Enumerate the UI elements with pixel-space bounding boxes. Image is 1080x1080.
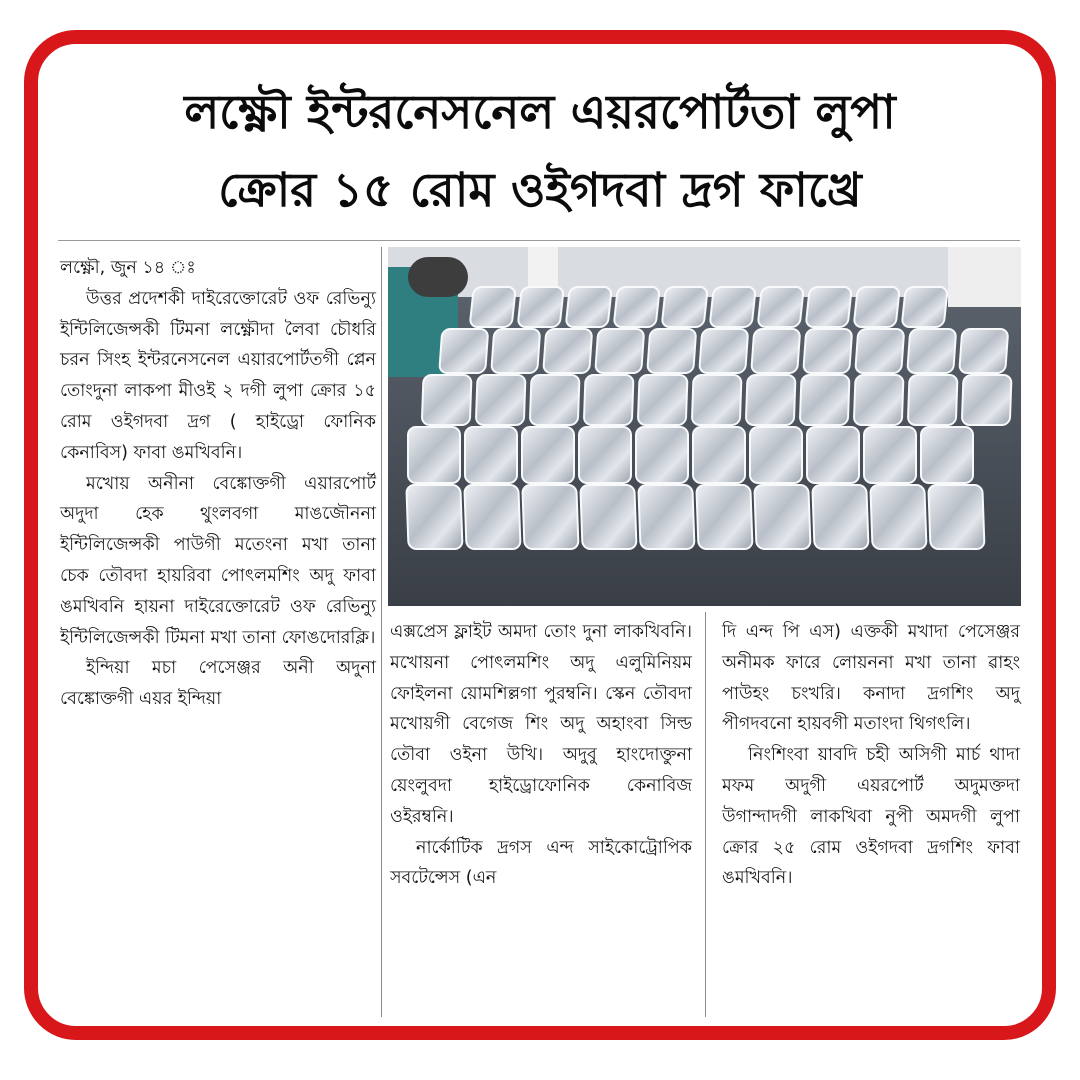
foil-packet	[902, 287, 948, 327]
foil-packet	[746, 375, 796, 425]
foil-packet	[543, 329, 592, 373]
column-divider	[381, 247, 382, 1017]
foil-packet	[522, 427, 574, 483]
foil-packet	[584, 375, 634, 425]
foil-packet	[807, 427, 859, 483]
foil-packet	[812, 485, 868, 549]
dateline: লক্ষ্ণৌ, জুন ১৪ ঃ	[60, 258, 196, 278]
foil-packet	[406, 485, 462, 549]
paragraph: মখোয় অনীনা বেঙ্কোক্তগী এয়ারপোর্ট অদুদা হেক থুংলবগা মাঙজৌননা ইন্টিলিজেন্সকী পাউগী মতেংনা মখা তানা চেক তৌবদা হায়রিবা পোৎলমশিং অদু ফাবা ঙমখিবনি হায়না দাইরেক্তোরেট ওফ রেভিন্যু ইন্টিলিজেন্সকী টিমনা মখা তানা ফোঙদোরক্লি।	[60, 473, 376, 648]
foil-packet	[962, 375, 1012, 425]
headline-line-1: লক্ষ্ণৌ ইন্টরনেসনেল এয়রপোর্টতা লুপা	[184, 85, 896, 140]
paragraph: ইন্দিয়া মচা পেসেঞ্জর অনী অদুনা বেঙ্কোক্তগী এয়র ইন্দিয়া	[60, 658, 376, 710]
foil-packet	[855, 329, 904, 373]
headline-line-2: ক্রোর ১৫ রোম ওইগদবা দ্রগ ফাখ্রে	[218, 163, 862, 218]
foil-packet	[699, 329, 748, 373]
foil-packet	[464, 485, 520, 549]
foil-packet	[422, 375, 472, 425]
foil-packet	[959, 329, 1008, 373]
paragraph: উত্তর প্রদেশকী দাইরেক্তোরেট ওফ রেভিন্যু ইন্টিলিজেন্সকী টিমনা লক্ষ্ণৌদা লৈবা চৌধরি চরন সিংহ ইন্টরনেসনেল এয়ারপোর্টতগী প্লেন তোংদুনা লাকপা মীওই ২ দগী লুপা ক্রোর ১৫ রোম ওইগদবা দ্রগ ( হাইড্রো ফোনিক কেনাবিস) ফাবা ঙমখিবনি।	[60, 288, 376, 463]
foil-packet	[638, 485, 694, 549]
foil-packet	[928, 485, 984, 549]
foil-packet	[491, 329, 540, 373]
column-divider	[705, 612, 706, 1017]
paragraph: এক্সপ্রেস ফ্লাইট অমদা তোং দুনা লাকখিবনি। মখোয়না পোৎলমশিং অদু এলুমিনিয়ম ফোইলনা য়োমশিল্লগা পুরম্বনি। স্কেন তৌবদা মখোয়গী বেগেজ শিং অদু অহাংবা সিল্ড তৌবা ওইনা উখি। অদুবু হাংদোক্তুনা য়েংলুবদা হাইড্রোফোনিক কেনাবিজ ওইরম্বনি।	[390, 622, 692, 827]
foil-packet	[806, 287, 852, 327]
foil-packet	[854, 375, 904, 425]
foil-packet	[470, 287, 516, 327]
foil-packet	[751, 329, 800, 373]
paragraph: নিংশিংবা য়াবদি চহী অসিগী মার্চ থাদা মফম অদুগী এয়রপোর্ট অদুমক্তদা উগান্দাদগী লাকখিবা নুপী অমদগী লুপা ক্রোর ২৫ রোম ওইগদবা দ্রগশিং ফাবা ঙমখিবনি।	[722, 745, 1020, 889]
foil-packet	[710, 287, 756, 327]
foil-packet	[907, 329, 956, 373]
foil-packet	[580, 485, 636, 549]
foil-packet	[530, 375, 580, 425]
foil-packet	[921, 427, 973, 483]
foil-packet	[476, 375, 526, 425]
foil-packet	[662, 287, 708, 327]
foil-packet	[595, 329, 644, 373]
foil-packet	[638, 375, 688, 425]
foil-packet	[908, 375, 958, 425]
paragraph: দি এন্দ পি এস) এক্তকী মখাদা পেসেঞ্জর অনীমক ফারে লোয়ননা মখা তানা ৱাহং পাউহং চংখরি। কনাদা দ্রগশিং অদু পীগদবনো হায়বগী মতাংদা থিগৎলি।	[722, 622, 1020, 735]
foil-packet	[465, 427, 517, 483]
foil-packet	[647, 329, 696, 373]
foil-packet	[864, 427, 916, 483]
foil-packet	[750, 427, 802, 483]
article-column-2	[390, 617, 692, 894]
foil-packet	[854, 287, 900, 327]
foil-packet	[614, 287, 660, 327]
article-column-3	[722, 617, 1020, 894]
foil-packet	[803, 329, 852, 373]
foil-packet	[636, 427, 688, 483]
foil-packet	[800, 375, 850, 425]
foil-packet	[693, 427, 745, 483]
foil-packet	[522, 485, 578, 549]
foil-packet	[566, 287, 612, 327]
seized-drug-packets-photo	[388, 247, 1021, 606]
article-column-1	[60, 253, 376, 715]
foil-packet	[439, 329, 488, 373]
foil-packet	[758, 287, 804, 327]
foil-packet	[870, 485, 926, 549]
foil-packet	[692, 375, 742, 425]
headline	[60, 74, 1020, 230]
foil-packet	[408, 427, 460, 483]
foil-packet	[696, 485, 752, 549]
foil-packet	[579, 427, 631, 483]
headline-divider	[58, 240, 1020, 241]
foil-packet	[518, 287, 564, 327]
foil-packet	[754, 485, 810, 549]
paragraph: নার্কোটিক দ্রগস এন্দ সাইকোট্রোপিক সবটেন্সেস (এন	[390, 837, 692, 889]
